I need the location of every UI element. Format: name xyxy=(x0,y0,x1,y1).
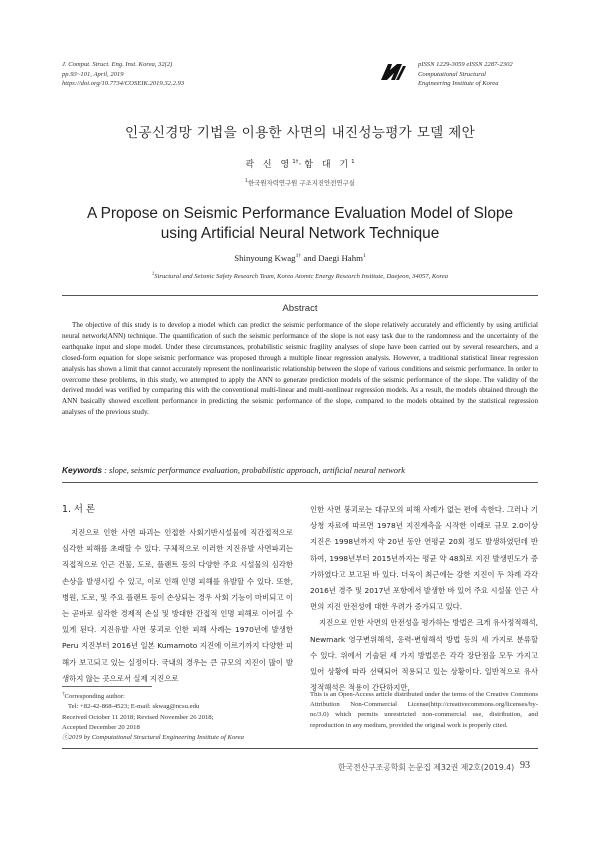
body-paragraph: 지진으로 인한 사면의 안전성을 평가하는 방법은 크게 유사정적해석, Newmark 영구변위해석, 응력-변형해석 방법 등의 세 가지로 분류할 수 있다. 위에서 기술된 세 가지 방법론은 각각 장단점을 모두 가지고 있어 상황에 따라 선택되어 적용되고 있는 상황이다. 일반적으로 유사정적해석은 적용이 간단하지만, xyxy=(310,618,538,693)
author-name: 곽 신 영 xyxy=(245,160,293,170)
copyright-line: ⓒ2019 by Computational Structural Engineering Institute of Korea xyxy=(62,734,244,742)
footer-rule xyxy=(62,748,538,749)
affil-sup: 1 xyxy=(245,178,248,184)
citation-line: pp.93~101, April, 2019 xyxy=(62,70,124,78)
issn-block xyxy=(418,60,513,89)
author-name: and Daegi Hahm xyxy=(301,253,363,263)
left-column xyxy=(62,525,293,687)
accepted-line: Accepted December 20 2018 xyxy=(62,723,140,731)
society-line: Engineering Institute of Korea xyxy=(418,80,499,88)
author-name: ·함 대 기 xyxy=(298,160,352,170)
license-footnote: This is an Open-Access article distributed under the terms of the Creative Commons Attribution Non-Commercial License(http://creativecommons.org/licenses/by-nc/3.0) which permits unrestricted non-commercial use, distribution, and reproduction in any medium, provided the original work is properly cited. xyxy=(310,691,538,729)
english-authors xyxy=(0,253,600,263)
body-paragraph: 지진으로 인한 사면 파괴는 인접한 사회기반시설물에 직간접적으로 심각한 피해를 초래할 수 있다. 구체적으로 이러한 지진유발 사면파괴는 직접적으로 인근 건물, 도로, 플랜트 등의 다양한 주요 시설물의 심각한 손상을 발생시킬 수 있고, 이로 인해 인명 피해를 유발할 수 있다. 또한, 병원, 도로, 및 주요 플랜트 등이 손상되는 경우 사회 기능이 마비되고 이는 곧바로 심각한 경제적 손실 및 방대한 간접적 인명 피해로 이어질 수 있게 된다. 지진유발 사면 붕괴로 인한 피해 사례는 1970년에 발생한 Peru 지진부터 2016년 일본 Kumamoto 지진에 이르기까지 다양한 피해가 보고되고 있는 실정이다. 국내의 경우는 큰 규모의 지진이 많이 발생하지 않는 곳으로서 실제 지진으로 xyxy=(62,528,293,683)
contact-line: Tel: +82-42-868-4523; E-mail: skwag@ncsu.edu xyxy=(68,703,200,711)
korean-title: 인공신경망 기법을 이용한 사면의 내진성능평가 모델 제안 xyxy=(124,125,476,141)
section-heading: 1. 서 론 xyxy=(62,504,96,515)
abstract-text: The objective of this study is to develop a model which can predict the seismic performance of the slope relatively accurately and efficiently by using artificial neural network(ANN) technique. The quantification of such the seismic performance of the slope is not easy task due to the randomness and the uncertainty of the earthquake input and slope model. Under these circumstances, probabilistic seismic fragility analyses of slope have been carried out by several researchers, and a closed-form equation for slope seismic performance was proposed through a multiple linear regression analysis. However, a traditional statistical linear regression analysis has shown a limit that cannot accurately represent the nonlinearistic relationship between the slope of various conditions and seismic performance. In order to overcome these problems, in this study, we attempted to apply the ANN to generate prediction models of the seismic performance of the slope. The validity of the derived model was verified by comparing this with the conventional multi-linear and multi-nonlinear regression models. As a result, the models obtained through the ANN basically showed excellent performance in predicting the seismic performance of the slope, compared to the models obtained by the statistical regression analyses of the previous study. xyxy=(62,321,538,417)
author-name: Shinyoung Kwag xyxy=(234,253,296,263)
affil-text: 한국원자력연구원 구조지진안전연구실 xyxy=(247,179,355,187)
issn-line: pISSN 1229-3059 eISSN 2287-2302 xyxy=(418,61,513,68)
author-footnote: †Corresponding author: Tel: +82-42-868-4523; E-mail: skwag@ncsu.edu Received October 11 2018; Revised November 26 2018; Accepted December 20 2018 ⓒ2019 by Computational Structural Engineering Institute of Korea xyxy=(62,690,300,743)
keywords-sep: : xyxy=(102,466,110,475)
title-line: A Propose on Seismic Performance Evaluation Model of Slope xyxy=(86,205,514,222)
korean-affiliation xyxy=(0,178,600,187)
author-sup: 1† xyxy=(292,159,299,165)
title-line: using Artificial Neural Network Technique xyxy=(160,225,440,242)
society-line: Computational Structural xyxy=(418,70,486,78)
cosik-logo-icon xyxy=(378,62,408,82)
journal-citation xyxy=(62,60,184,89)
corresponding-label: Corresponding author: xyxy=(64,693,125,701)
doi-link[interactable]: https://doi.org/10.7734/COSEIK.2019.32.2.93 xyxy=(62,80,185,88)
received-line: Received October 11 2018; Revised November 26 2018; xyxy=(62,713,214,721)
citation-line: J. Comput. Struct. Eng. Inst. Korea, 32(2) xyxy=(62,61,173,68)
author-sup: 1 xyxy=(362,253,366,260)
footnote-rule xyxy=(62,686,152,687)
footer-journal: 한국전산구조공학회 논문집 제32권 제2호(2019.4) xyxy=(338,763,515,772)
right-column xyxy=(310,502,538,696)
english-title xyxy=(0,204,600,244)
page-number: 93 xyxy=(520,760,530,771)
abstract-top-rule xyxy=(62,295,538,296)
english-affiliation xyxy=(0,272,600,280)
affil-text: Structural and Seismic Safety Research Team, Korea Atomic Energy Research Institute, Daejeon, 34057, Korea xyxy=(154,273,449,281)
author-sup: 1 xyxy=(351,159,355,165)
body-paragraph: 인한 사면 붕괴로는 대규모의 피해 사례가 없는 편에 속한다. 그러나 기상청 자료에 따르면 1978년 지진계측을 시작한 이래로 규모 2.0이상 지진은 1998년까지 약 20년 동안 연평균 20회 정도 발생하였던데 반하여, 1998년부터 2015년까지는 평균 약 48회로 지진 발생빈도가 증가하였다고 보고된 바 있다. 더욱이 최근에는 강한 지진이 두 차례 각각 2016년 경주 및 2017년 포항에서 발생한 바 있어 주요 시설물 인근 사면의 지진 안전성에 대한 우려가 증가되고 있다. xyxy=(310,505,538,612)
author-sup: 1† xyxy=(295,253,302,260)
keywords-bottom-rule xyxy=(62,482,538,483)
keywords-label: Keywords xyxy=(62,465,103,475)
abstract-heading: Abstract xyxy=(282,303,318,314)
affil-sup: 1 xyxy=(151,272,155,277)
keywords-line xyxy=(62,465,405,475)
keywords-text: slope, seismic performance evaluation, probabilistic approach, artificial neural network xyxy=(109,466,405,475)
korean-authors xyxy=(0,157,600,170)
